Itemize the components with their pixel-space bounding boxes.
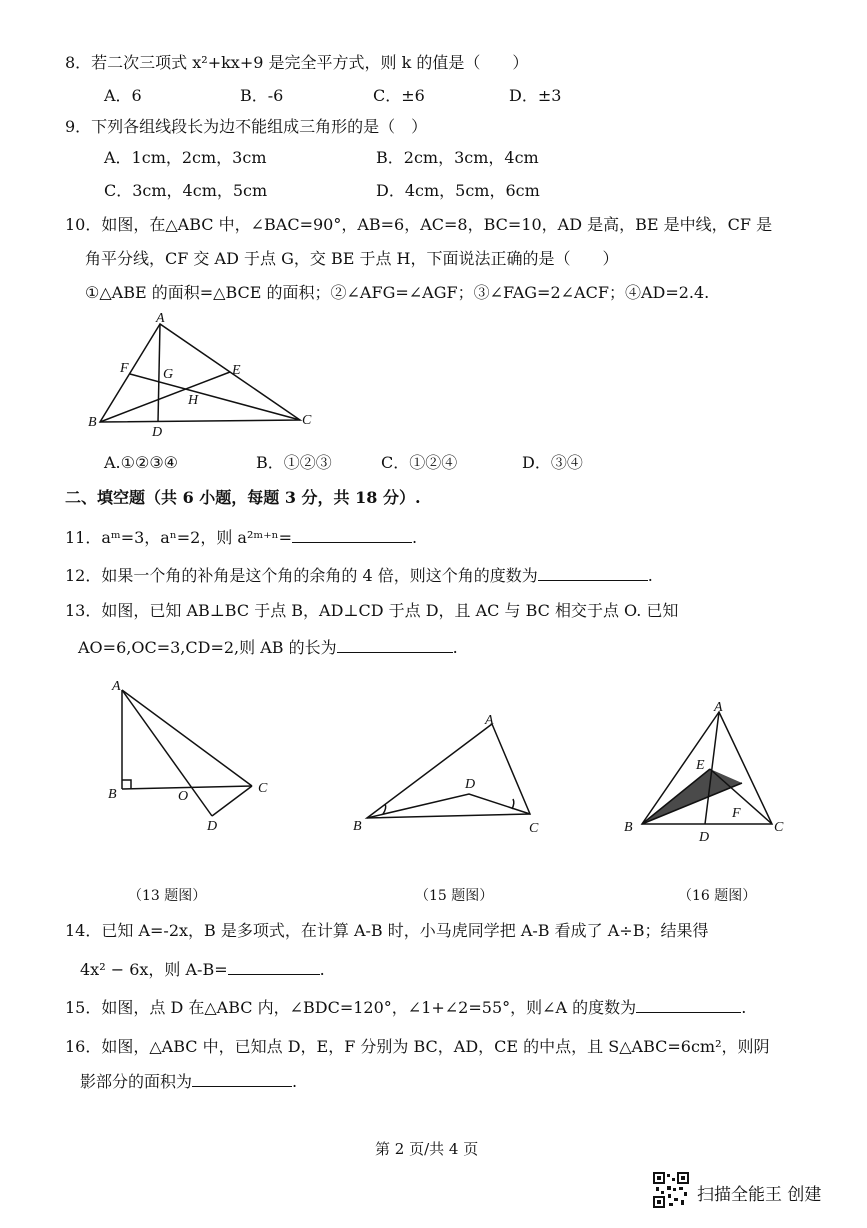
q12-answer-blank[interactable]	[538, 564, 648, 581]
q10-option-b: B．①②③	[256, 453, 332, 472]
fig16-label-a: A	[714, 700, 723, 715]
q10-stem-line2: 角平分线，CF 交 AD 于点 G，交 BE 于点 H，下面说法正确的是（ ）	[85, 249, 619, 268]
q10-label-f: F	[120, 361, 129, 376]
q10-option-c: C．①②④	[381, 453, 458, 472]
q11-end: .	[411, 528, 418, 547]
fig16	[620, 697, 800, 847]
q16-text: 影部分的面积为	[80, 1072, 193, 1091]
q13-text: AO=6,OC=3,CD=2,则 AB 的长为	[78, 638, 337, 657]
fig15-angle2-arc	[512, 799, 514, 809]
q15-answer-blank[interactable]	[636, 996, 741, 1013]
fig16-label-e: E	[696, 758, 705, 773]
q14-answer-blank[interactable]	[228, 958, 320, 975]
q10-altitude-ad	[158, 324, 160, 422]
fig13-segment-ac	[122, 690, 252, 786]
fig15-label-c: C	[529, 821, 539, 836]
q11-answer-blank[interactable]	[292, 526, 412, 543]
q10-figure	[80, 312, 330, 442]
q10-label-a: A	[156, 312, 165, 326]
fig15-label-a: A	[485, 713, 494, 728]
q10-label-g: G	[163, 367, 174, 382]
fig16-label-d: D	[699, 830, 710, 845]
fig13-segment-dc	[212, 786, 252, 816]
q10-stem-line1: 10．如图，在△ABC 中，∠BAC=90°，AB=6，AC=8，BC=10，AD 是高，BE 是中线，CF 是	[65, 215, 773, 234]
fig13-caption: （13 题图）	[128, 888, 207, 904]
q8-option-b: B．-6	[240, 86, 284, 105]
fig13-label-a: A	[112, 679, 121, 694]
q9-option-c: C．3cm，4cm，5cm	[104, 181, 268, 200]
fig16-segment-ec	[710, 769, 772, 824]
fig16-label-b: B	[624, 820, 633, 835]
q8-option-c: C．±6	[373, 86, 425, 105]
section-fill-in-title: 二、填空题（共 6 小题，每题 3 分，共 18 分）.	[65, 488, 421, 507]
fig15-triangle-abc	[367, 724, 530, 818]
q8-stem: 8．若二次三项式 x²+kx+9 是完全平方式，则 k 的值是（ ）	[65, 53, 529, 72]
q10-label-b: B	[88, 415, 97, 430]
q9-option-b: B．2cm，3cm，4cm	[376, 148, 539, 167]
q13-end: .	[452, 638, 458, 657]
q11	[65, 526, 417, 549]
q14-end: .	[319, 960, 325, 979]
scanner-watermark: 扫描全能王 创建	[697, 1185, 822, 1205]
q10-label-e: E	[232, 363, 241, 378]
q9-option-d: D．4cm，5cm，6cm	[376, 181, 540, 200]
q10-option-d: D．③④	[522, 453, 583, 472]
fig16-label-f: F	[732, 806, 741, 821]
q9-stem: 9．下列各组线段长为边不能组成三角形的是（ ）	[65, 117, 428, 136]
fig13-right-angle-b	[122, 780, 131, 789]
fig15	[345, 710, 555, 840]
fig13-segment-ad	[122, 690, 212, 816]
page-footer: 第 2 页/共 4 页	[375, 1140, 479, 1158]
q16-answer-blank[interactable]	[192, 1070, 292, 1087]
fig13-label-c: C	[258, 781, 268, 796]
fig13	[100, 676, 290, 836]
q12-text: 12．如果一个角的补角是这个角的余角的 4 倍，则这个角的度数为	[65, 566, 538, 585]
q10-label-c: C	[302, 413, 312, 428]
fig13-label-o: O	[178, 789, 189, 804]
q16-stem-line2	[80, 1070, 297, 1093]
fig15-caption: （15 题图）	[415, 888, 494, 904]
q10-triangle-abc	[100, 324, 300, 422]
q10-option-a: A.①②③④	[104, 453, 179, 472]
q16-end: .	[292, 1072, 298, 1091]
fig15-label-b: B	[353, 819, 362, 834]
q16-stem-line1: 16．如图，△ABC 中，已知点 D，E，F 分别为 BC，AD，CE 的中点，且 S△ABC=6cm²，则阴	[65, 1037, 770, 1056]
q13-stem-line1: 13．如图，已知 AB⊥BC 于点 B，AD⊥CD 于点 D，且 AC 与 BC 相交于点 O. 已知	[65, 601, 679, 620]
q8-option-d: D．±3	[509, 86, 562, 105]
fig13-label-d: D	[207, 819, 218, 834]
fig16-label-c: C	[774, 820, 784, 835]
q12-end: .	[647, 566, 653, 585]
q9-option-a: A．1cm，2cm，3cm	[104, 148, 267, 167]
q15-text: 15．如图，点 D 在△ABC 内，∠BDC=120°，∠1+∠2=55°，则∠A 的度数为	[65, 998, 637, 1017]
fig16-caption: （16 题图）	[678, 888, 757, 904]
q10-label-h: H	[188, 393, 199, 408]
q10-statements: ①△ABE 的面积=△BCE 的面积；②∠AFG=∠AGF；③∠FAG=2∠ACF；④AD=2.4.	[85, 283, 710, 302]
q8-option-a: A．6	[104, 86, 142, 105]
fig15-label-d: D	[465, 777, 476, 792]
q10-bisector-cf	[130, 374, 300, 420]
q11-text: 11．aᵐ=3，aⁿ=2，则 a²ᵐ⁺ⁿ=	[65, 528, 292, 547]
q14-line2	[80, 958, 325, 981]
q12	[65, 564, 653, 587]
qr-code-icon	[653, 1172, 689, 1208]
q13-stem-line2	[78, 636, 458, 659]
fig13-label-b: B	[108, 787, 117, 802]
q14-stem: 14．已知 A=-2x，B 是多项式，在计算 A-B 时，小马虎同学把 A-B 看成了 A÷B；结果得	[65, 921, 709, 940]
fig16-shaded-triangle	[642, 769, 742, 824]
q10-label-d: D	[152, 425, 163, 440]
q15	[65, 996, 746, 1019]
q13-answer-blank[interactable]	[337, 636, 453, 653]
q15-end: .	[741, 998, 747, 1017]
q14-text: 4x² − 6x，则 A-B=	[80, 960, 228, 979]
